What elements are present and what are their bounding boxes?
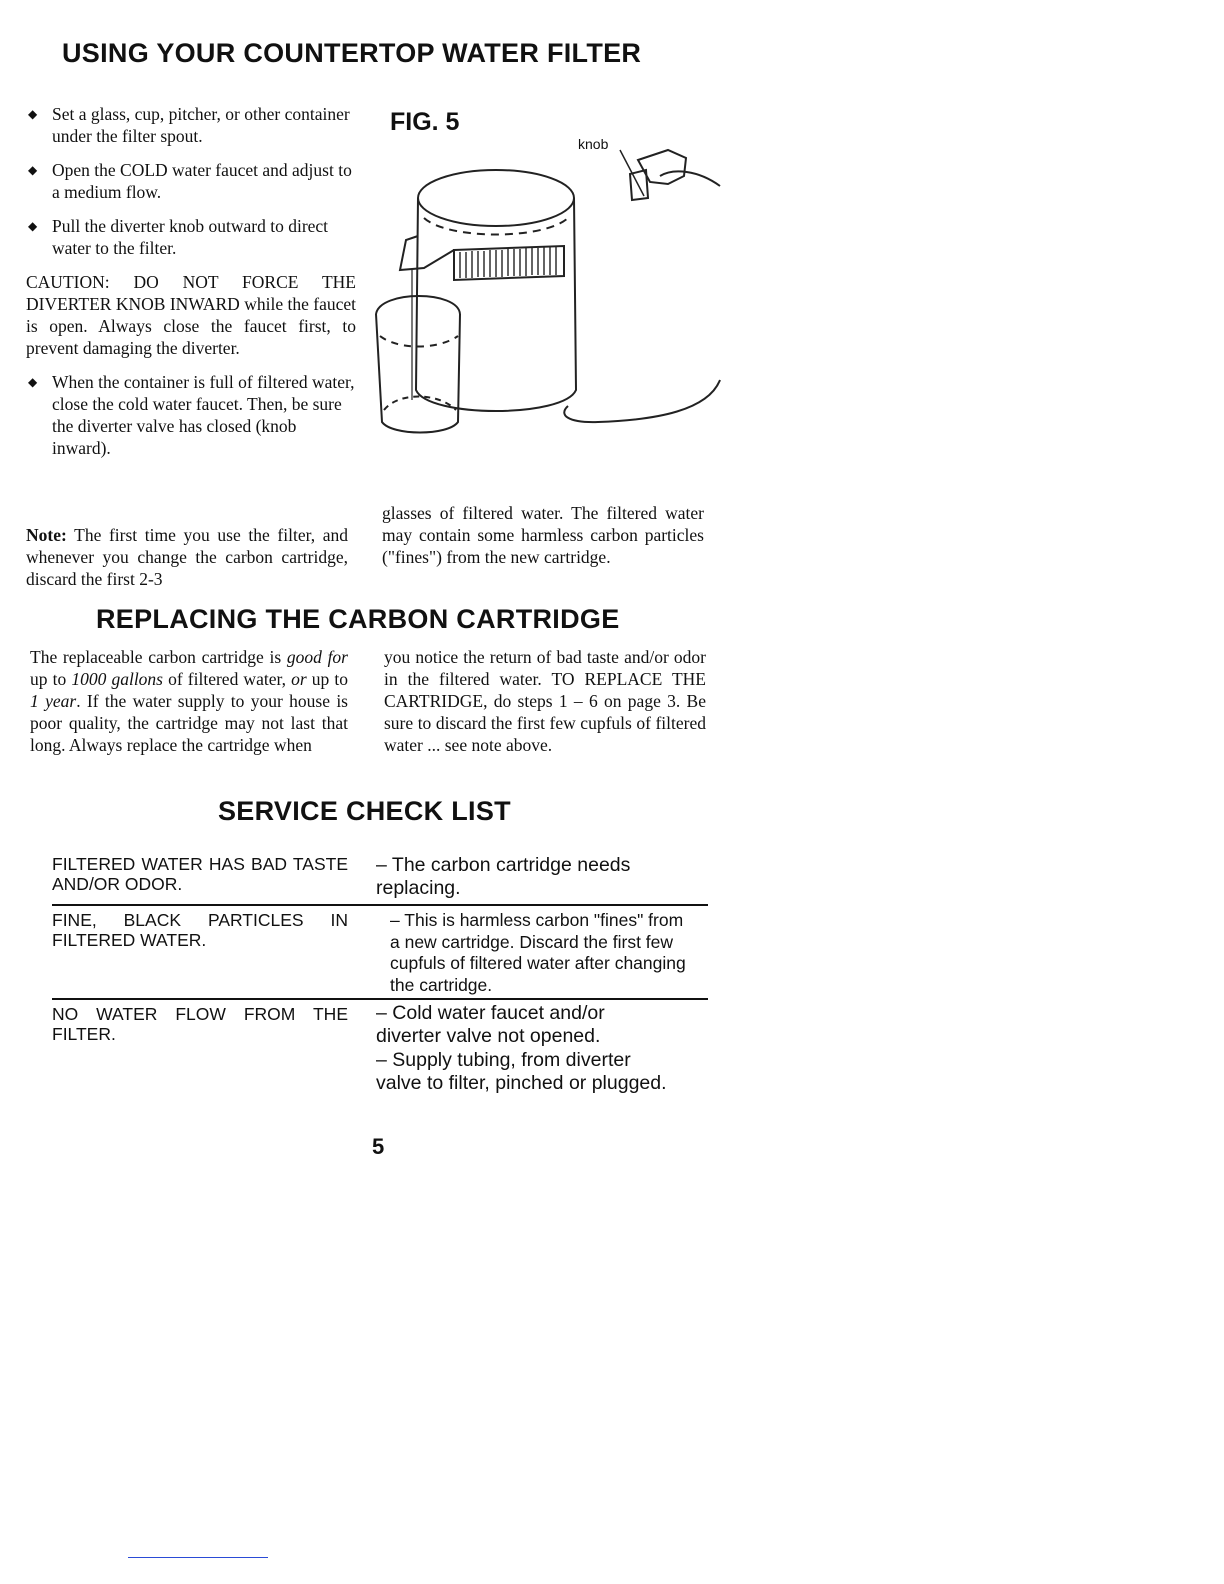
rep-part: . If the water supply to your house is poor quality, the cartridge may not last that long. Always replace the cartridge when [30,691,348,755]
rep-part: up to [306,669,348,689]
bullet-icon: ◆ [28,375,38,389]
instruction-text: Set a glass, cup, pitcher, or other container under the filter spout. [52,104,350,146]
bullet-icon: ◆ [28,163,38,177]
service-remedy: – This is harmless carbon "fines" from a new cartridge. Discard the first few cupfuls of filtered water after changing the cartridge. [390,910,686,995]
note-paragraph [26,524,348,590]
page-title: USING YOUR COUNTERTOP WATER FILTER [62,38,642,68]
replacing-text-left [30,646,348,756]
caution-text: DO NOT FORCE THE DIVERTER KNOB INWARD while the faucet is open. Always close the faucet first, to prevent damaging the diverter. [26,272,356,358]
rep-part: up to [30,669,72,689]
return-tube [564,380,720,422]
replacing-heading: REPLACING THE CARBON CARTRIDGE [96,604,620,634]
note-label: Note: [26,525,67,545]
rep-part: of filtered water, [163,669,292,689]
rep-emphasis: good for [286,647,348,667]
service-problem: FILTERED WATER HAS BAD TASTE AND/OR ODOR. [52,854,348,894]
service-remedy: – Cold water faucet and/or diverter valve not opened. [376,1002,605,1047]
caution-label: CAUTION: [26,272,110,292]
instruction-text: Open the COLD water faucet and adjust to a medium flow. [52,160,352,202]
instruction-bullet [26,159,356,203]
service-remedy: – The carbon cartridge needs replacing. [376,854,631,899]
instructions-column [26,103,356,471]
note-text: The first time you use the filter, and whenever you change the carbon cartridge, discard the first 2-3 [26,525,348,589]
instruction-text: When the container is full of filtered water, close the cold water faucet. Then, be sure the diverter valve has closed (knob inward). [52,372,355,458]
service-problem: FINE, BLACK PARTICLES IN FILTERED WATER. [52,910,348,950]
bullet-icon: ◆ [28,107,38,121]
bullet-icon: ◆ [28,219,38,233]
rep-emphasis: 1 year [30,691,77,711]
replacing-text-right: you notice the return of bad taste and/or odor in the filtered water. TO REPLACE THE CARTRIDGE, do steps 1 – 6 on page 3. Be sure to discard the first few cupfuls of filtered water ... see note above. [384,647,706,755]
page-number: 5 [372,1134,385,1159]
figure-label: FIG. 5 [390,108,460,136]
filter-illustration [368,140,724,460]
service-heading: SERVICE CHECK LIST [218,796,511,826]
instruction-bullet [26,103,356,147]
instruction-bullet [26,215,356,259]
instruction-text: Pull the diverter knob outward to direct water to the filter. [52,216,329,258]
caution-paragraph [26,271,356,359]
rep-emphasis: or [291,669,307,689]
rep-emphasis: 1000 gallons [71,669,163,689]
service-remedy: – Supply tubing, from diverter valve to filter, pinched or plugged. [376,1049,667,1094]
service-problem: NO WATER FLOW FROM THE FILTER. [52,1004,348,1044]
row-divider [52,998,708,1000]
knob-label: knob [578,136,609,152]
note-continuation: glasses of filtered water. The filtered water may contain some harmless carbon particles ("fines") from the new cartridge. [382,503,704,567]
footer-rule [128,1557,268,1558]
rep-part: The replaceable carbon cartridge is [30,647,287,667]
row-divider [52,904,708,906]
instruction-bullet [26,371,356,459]
